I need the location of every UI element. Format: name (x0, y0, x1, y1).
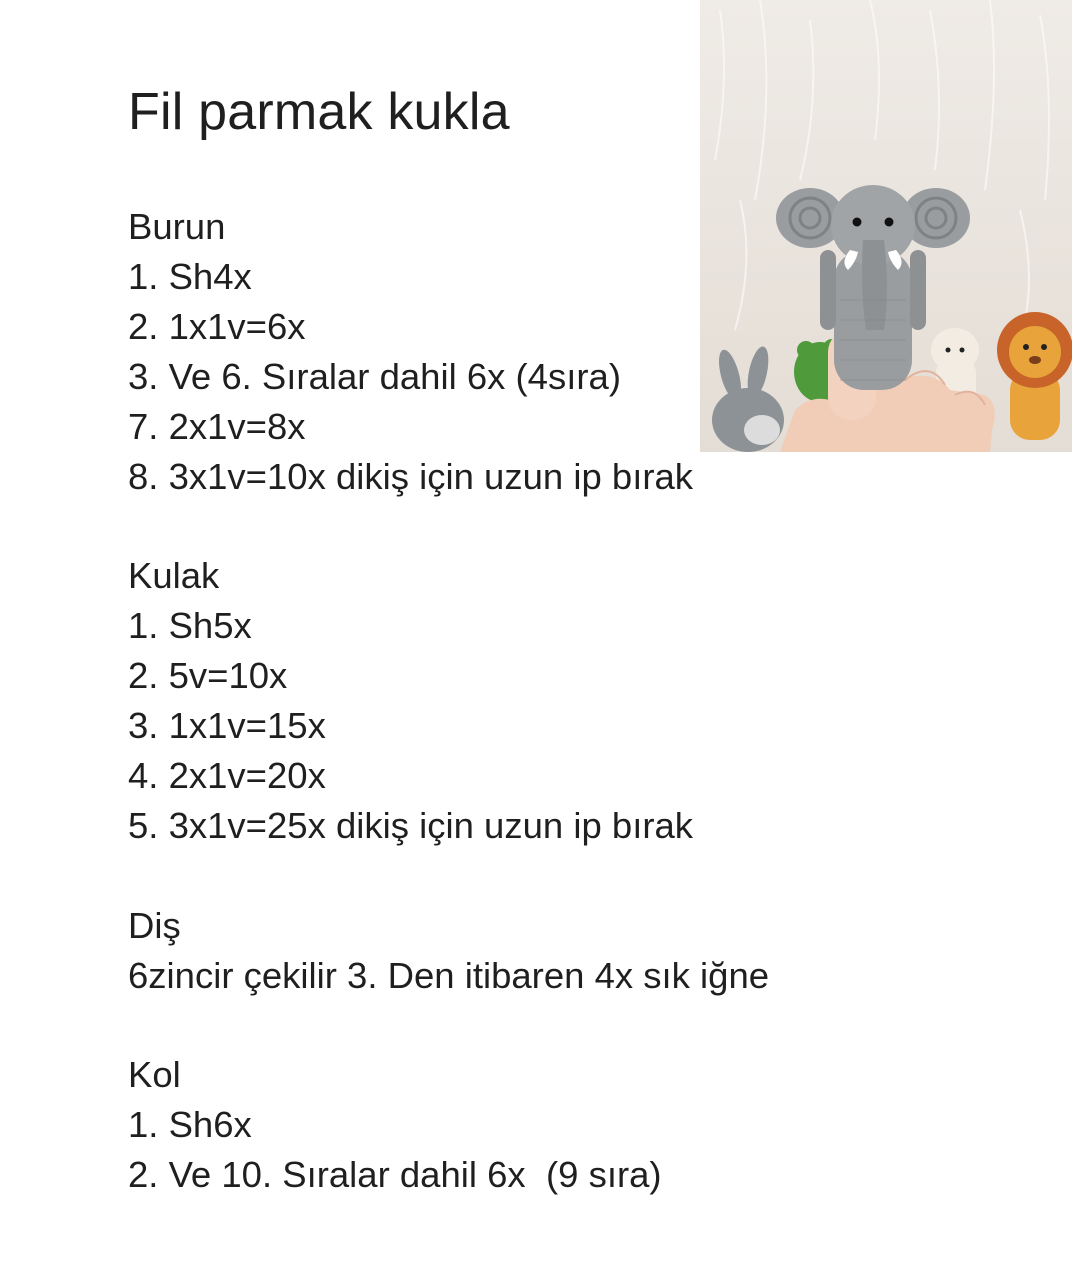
pattern-row: 2. Ve 10. Sıralar dahil 6x (9 sıra) (128, 1154, 662, 1195)
pattern-row: 6zincir çekilir 3. Den itibaren 4x sık iğne (128, 955, 770, 996)
pattern-row: 1. Sh4x (128, 256, 252, 297)
pattern-row: 8. 3x1v=10x dikiş için uzun ip bırak (128, 456, 694, 497)
section-burun (128, 202, 693, 502)
pattern-row: 3. 1x1v=15x (128, 705, 326, 746)
section-heading: Kulak (128, 555, 220, 596)
pattern-row: 3. Ve 6. Sıralar dahil 6x (4sıra) (128, 356, 621, 397)
pattern-row: 1. Sh6x (128, 1104, 252, 1145)
section-kol (128, 1050, 662, 1200)
pattern-row: 1. Sh5x (128, 605, 252, 646)
section-heading: Burun (128, 206, 226, 247)
elephant-puppet-photo (700, 0, 1072, 452)
pattern-row: 4. 2x1v=20x (128, 755, 326, 796)
pattern-row: 5. 3x1v=25x dikiş için uzun ip bırak (128, 805, 694, 846)
pattern-row: 2. 1x1v=6x (128, 306, 306, 347)
section-kulak (128, 551, 693, 851)
section-dis (128, 901, 769, 1001)
pattern-row: 2. 5v=10x (128, 655, 288, 696)
pattern-row: 7. 2x1v=8x (128, 406, 306, 447)
page-title: Fil parmak kukla (128, 83, 510, 141)
section-heading: Kol (128, 1054, 181, 1095)
section-heading: Diş (128, 905, 181, 946)
